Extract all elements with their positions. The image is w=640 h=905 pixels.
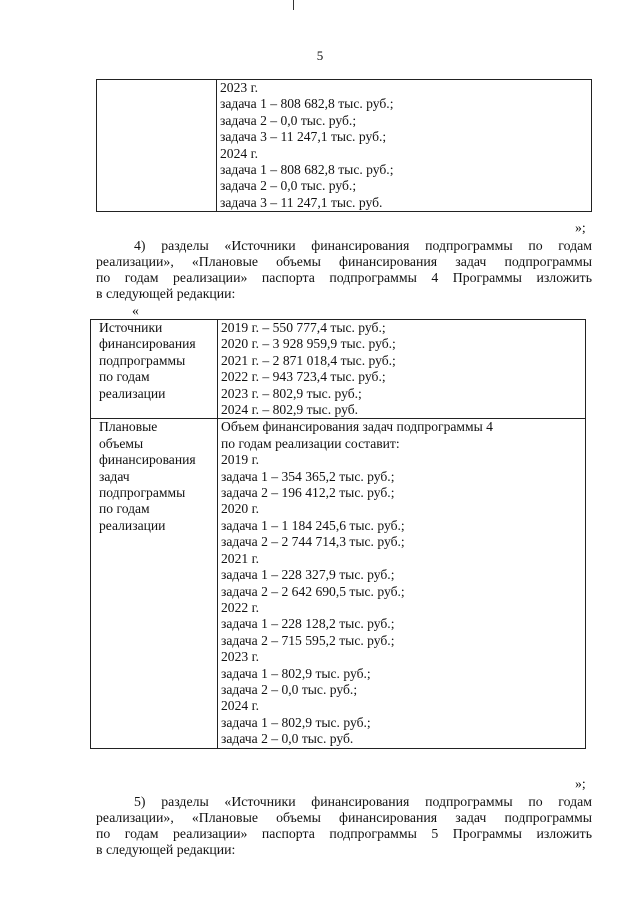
page-number: 5 <box>316 48 324 63</box>
continuation-table <box>96 79 592 212</box>
cell-line: 2020 г. – 3 928 959,9 тыс. руб.; <box>221 336 396 352</box>
cell-line: 2021 г. <box>221 550 260 566</box>
cell-line: задача 1 – 228 128,2 тыс. руб.; <box>221 616 395 632</box>
cell-line: 2023 г. <box>221 649 260 665</box>
paragraph-line: по годам реализации» паспорта подпрограммы 4 Программы изложить <box>96 270 592 285</box>
cell-line: задача 1 – 802,9 тыс. руб.; <box>221 665 371 681</box>
cell-line: Источники <box>99 320 163 335</box>
cell-line: финансирования <box>99 336 196 352</box>
table-cell-right <box>218 419 586 748</box>
cell-line: задача 2 – 715 595,2 тыс. руб.; <box>221 632 395 648</box>
paragraph-4 <box>96 238 592 302</box>
cell-line: задача 2 – 0,0 тыс. руб. <box>221 731 354 747</box>
cell-line: 2022 г. <box>221 599 260 615</box>
paragraph-line: в следующей редакции: <box>96 842 236 857</box>
opening-quote-mark: « <box>132 303 139 318</box>
table-row <box>97 80 592 212</box>
cell-line: 2022 г. – 943 723,4 тыс. руб.; <box>221 369 386 385</box>
cell-line: подпрограммы <box>99 352 186 368</box>
cell-line: объемы <box>99 435 144 451</box>
cell-line: 2024 г. <box>221 698 260 714</box>
cell-line: 2023 г. – 802,9 тыс. руб.; <box>221 385 362 401</box>
cell-line: 2020 г. <box>221 501 260 517</box>
cell-line: задача 2 – 0,0 тыс. руб.; <box>220 112 357 128</box>
cell-line: 2019 г. <box>221 452 260 468</box>
cell-line: задача 1 – 354 365,2 тыс. руб.; <box>221 468 395 484</box>
cell-line: задача 2 – 0,0 тыс. руб.; <box>221 681 358 697</box>
table-cell-right <box>218 320 586 419</box>
table-row <box>91 320 586 419</box>
table-cell-right <box>217 80 592 212</box>
cell-line: задача 3 – 11 247,1 тыс. руб.; <box>220 129 387 145</box>
paragraph-line: 5) разделы «Источники финансирования подпрограммы по годам <box>134 794 592 809</box>
cell-line: Плановые <box>99 419 158 435</box>
table-cell-left <box>91 419 218 748</box>
paragraph-line: 4) разделы «Источники финансирования подпрограммы по годам <box>134 238 592 253</box>
cell-line: 2023 г. <box>220 80 259 95</box>
cell-line: 2019 г. – 550 777,4 тыс. руб.; <box>221 320 386 335</box>
cell-line: задача 2 – 0,0 тыс. руб.; <box>220 178 357 194</box>
cell-line: задача 2 – 2 744 714,3 тыс. руб.; <box>221 534 405 550</box>
paragraph-line: реализации», «Плановые объемы финансирования задач подпрограммы <box>96 254 592 269</box>
paragraph-line: реализации», «Плановые объемы финансирования задач подпрограммы <box>96 810 592 825</box>
cell-line: задача 1 – 228 327,9 тыс. руб.; <box>221 567 395 583</box>
cell-line: 2021 г. – 2 871 018,4 тыс. руб.; <box>221 352 396 368</box>
cell-line: задача 1 – 808 682,8 тыс. руб.; <box>220 162 394 178</box>
cell-line: задача 1 – 808 682,8 тыс. руб.; <box>220 96 394 112</box>
cell-line: подпрограммы <box>99 485 186 501</box>
cell-line: Объем финансирования задач подпрограммы 4 <box>221 419 493 435</box>
paragraph-line: в следующей редакции: <box>96 286 236 301</box>
cell-line: 2024 г. – 802,9 тыс. руб. <box>221 402 359 418</box>
cell-line: задача 1 – 802,9 тыс. руб.; <box>221 714 371 730</box>
cell-line: реализации <box>99 517 166 533</box>
page-top-mark <box>293 0 294 10</box>
paragraph-line: по годам реализации» паспорта подпрограммы 5 Программы изложить <box>96 826 592 841</box>
cell-line: реализации <box>99 385 166 401</box>
cell-line: по годам реализации составит: <box>221 435 400 451</box>
paragraph-5 <box>96 794 592 858</box>
financing-table <box>90 319 586 749</box>
closing-quote-mark: »; <box>575 220 586 235</box>
cell-line: задача 2 – 196 412,2 тыс. руб.; <box>221 485 395 501</box>
cell-line: по годам <box>99 369 150 385</box>
cell-line: задача 1 – 1 184 245,6 тыс. руб.; <box>221 517 405 533</box>
table-row <box>91 419 586 748</box>
table-cell-left <box>97 80 217 212</box>
cell-line: задача 3 – 11 247,1 тыс. руб. <box>220 194 383 210</box>
cell-line: по годам <box>99 501 150 517</box>
cell-line: задача 2 – 2 642 690,5 тыс. руб.; <box>221 583 405 599</box>
table-cell-left <box>91 320 218 419</box>
cell-line: задач <box>99 468 130 484</box>
cell-line: финансирования <box>99 452 196 468</box>
cell-line: 2024 г. <box>220 145 259 161</box>
closing-quote-mark: »; <box>575 776 586 791</box>
